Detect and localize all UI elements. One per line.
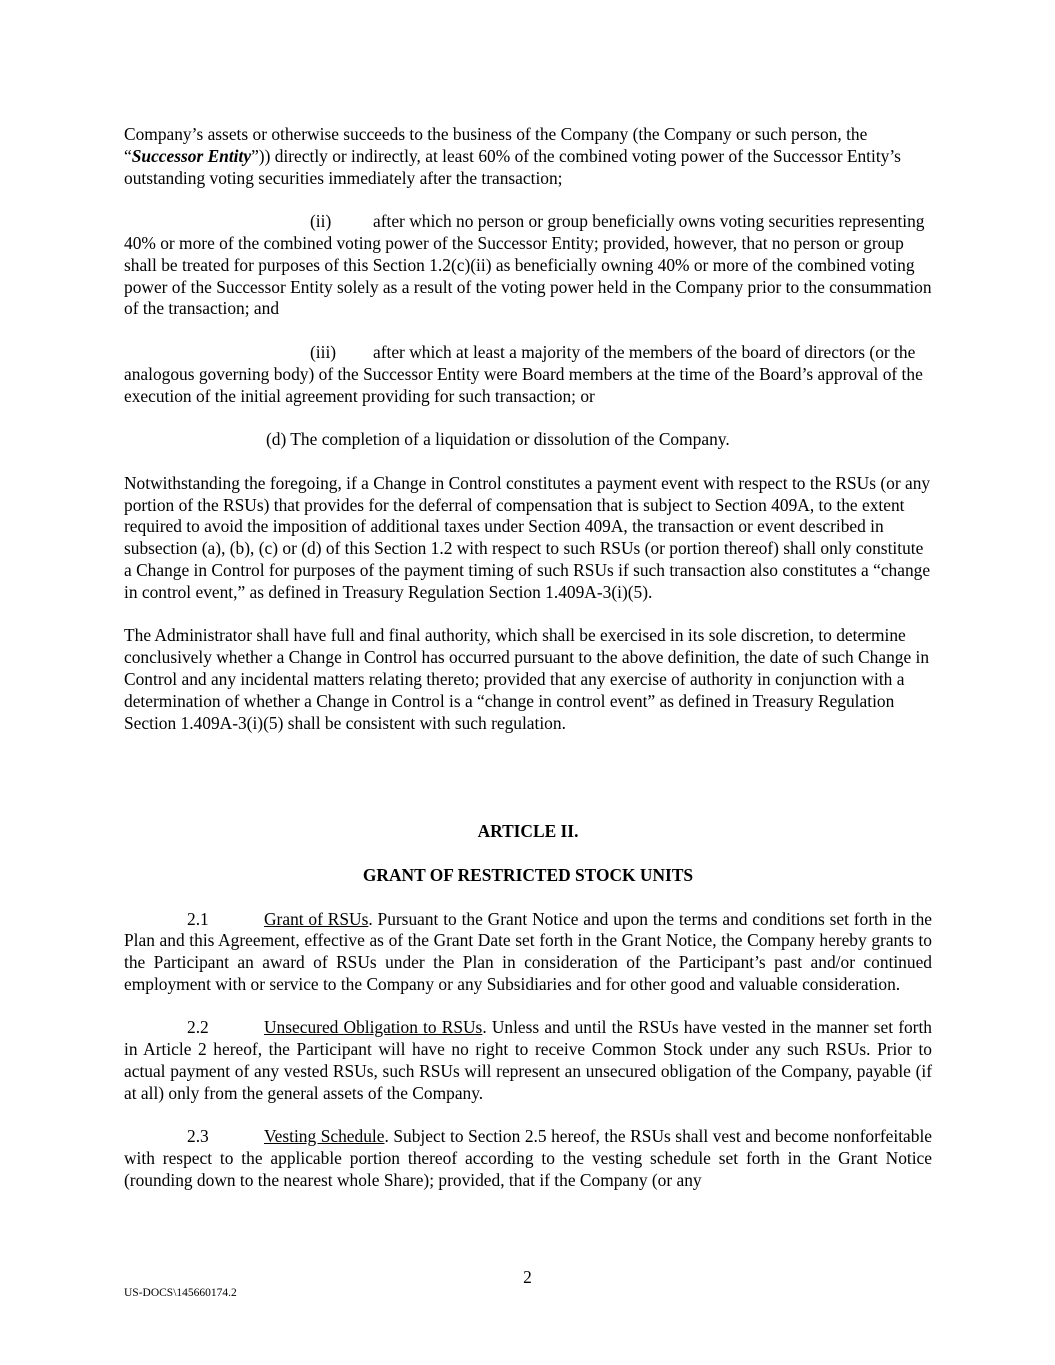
clause-number: (iii) [310, 341, 337, 362]
clause-text: after which at least a majority of the members of the board of directors (or the analogous governing body) of the Successor Entity were Board members at the time of the Board’s approval of the execution of the initial agreement providing for such transaction; or [124, 341, 923, 406]
clause-ii [124, 211, 932, 320]
clause-text: after which no person or group beneficially owns voting securities representing 40% or more of the combined voting power of the Successor Entity; provided, however, that no person or group shall be treated for purposes of this Section 1.2(c)(ii) as beneficially owning 40% or more of the combined voting power of the Successor Entity solely as a result of the voting power held in the Company prior to the consummation of the transaction; and [124, 211, 932, 319]
paragraph-successor-entity [124, 124, 932, 189]
document-page [124, 124, 932, 1192]
paragraph-text: Company’s assets or otherwise succeeds to the business of the Company (the Company or such person, the “ [124, 124, 868, 166]
section-number: 2.3 [187, 1126, 209, 1147]
section-title: Grant of RSUs [264, 908, 369, 929]
page-number: 2 [523, 1267, 532, 1287]
section-number: 2.2 [187, 1017, 209, 1038]
clause-number: (ii) [310, 211, 332, 232]
section-number: 2.1 [187, 908, 209, 929]
section-text: . Pursuant to the Grant Notice and upon the terms and conditions set forth in the Plan and this Agreement, effective as of the Grant Date set forth in the Grant Notice, the Company hereby grants to the Participant an award of RSUs under the Plan in consideration of the Participant’s past and/or continued employment with or service to the Company or any Subsidiaries and for other good and valuable consideration. [124, 908, 932, 994]
section-2-3 [124, 1126, 932, 1191]
paragraph-administrator-authority: The Administrator shall have full and final authority, which shall be exercised in its sole discretion, to determine conclusively whether a Change in Control has occurred pursuant to the above definition, the date of such Change in Control and any incidental matters relating thereto; provided that any exercise of authority in conjunction with a determination of whether a Change in Control is a “change in control event” as defined in Treasury Regulation Section 1.409A-3(i)(5) shall be consistent with such regulation. [124, 625, 930, 733]
article-title: GRANT OF RESTRICTED STOCK UNITS [362, 864, 694, 885]
paragraph-text: ”)) directly or indirectly, at least 60% of the combined voting power of the Successor Entity’s outstanding voting securities immediately after the transaction; [124, 145, 901, 188]
section-text: . Unless and until the RSUs have vested in the manner set forth in Article 2 hereof, the Participant will have no right to receive Common Stock under any such RSUs. Prior to actual payment of any vested RSUs, such RSUs will represent an unsecured obligation of the Company, payable (if at all) only from the general assets of the Company. [124, 1017, 933, 1103]
section-2-1 [124, 909, 932, 996]
defined-term-successor-entity: Successor Entity [131, 145, 252, 166]
footer-doc-id: US-DOCS\145660174.2 [124, 1287, 237, 1299]
section-title: Unsecured Obligation to RSUs [264, 1017, 483, 1038]
section-title: Vesting Schedule [264, 1126, 385, 1147]
section-text: . Subject to Section 2.5 hereof, the RSUs shall vest and become nonforfeitable with respect to the applicable portion thereof according to the vesting schedule set forth in the Grant Notice (rounding down to the nearest whole Share); provided, that if the Company (or any [124, 1126, 933, 1191]
clause-iii [124, 342, 932, 407]
section-2-2 [124, 1017, 932, 1104]
clause-d: (d) The completion of a liquidation or dissolution of the Company. [266, 429, 730, 450]
article-number: ARTICLE II. [477, 821, 579, 842]
paragraph-notwithstanding: Notwithstanding the foregoing, if a Change in Control constitutes a payment event with respect to the RSUs (or any portion of the RSUs) that provides for the deferral of compensation that is subject to Section 409A, to the extent required to avoid the imposition of additional taxes under Section 409A, the transaction or event described in subsection (a), (b), (c) or (d) of this Section 1.2 with respect to such RSUs (or portion thereof) shall only constitute a Change in Control for purposes of the payment timing of such RSUs if such transaction also constitutes a “change in control event,” as defined in Treasury Regulation Section 1.409A-3(i)(5). [124, 472, 931, 602]
